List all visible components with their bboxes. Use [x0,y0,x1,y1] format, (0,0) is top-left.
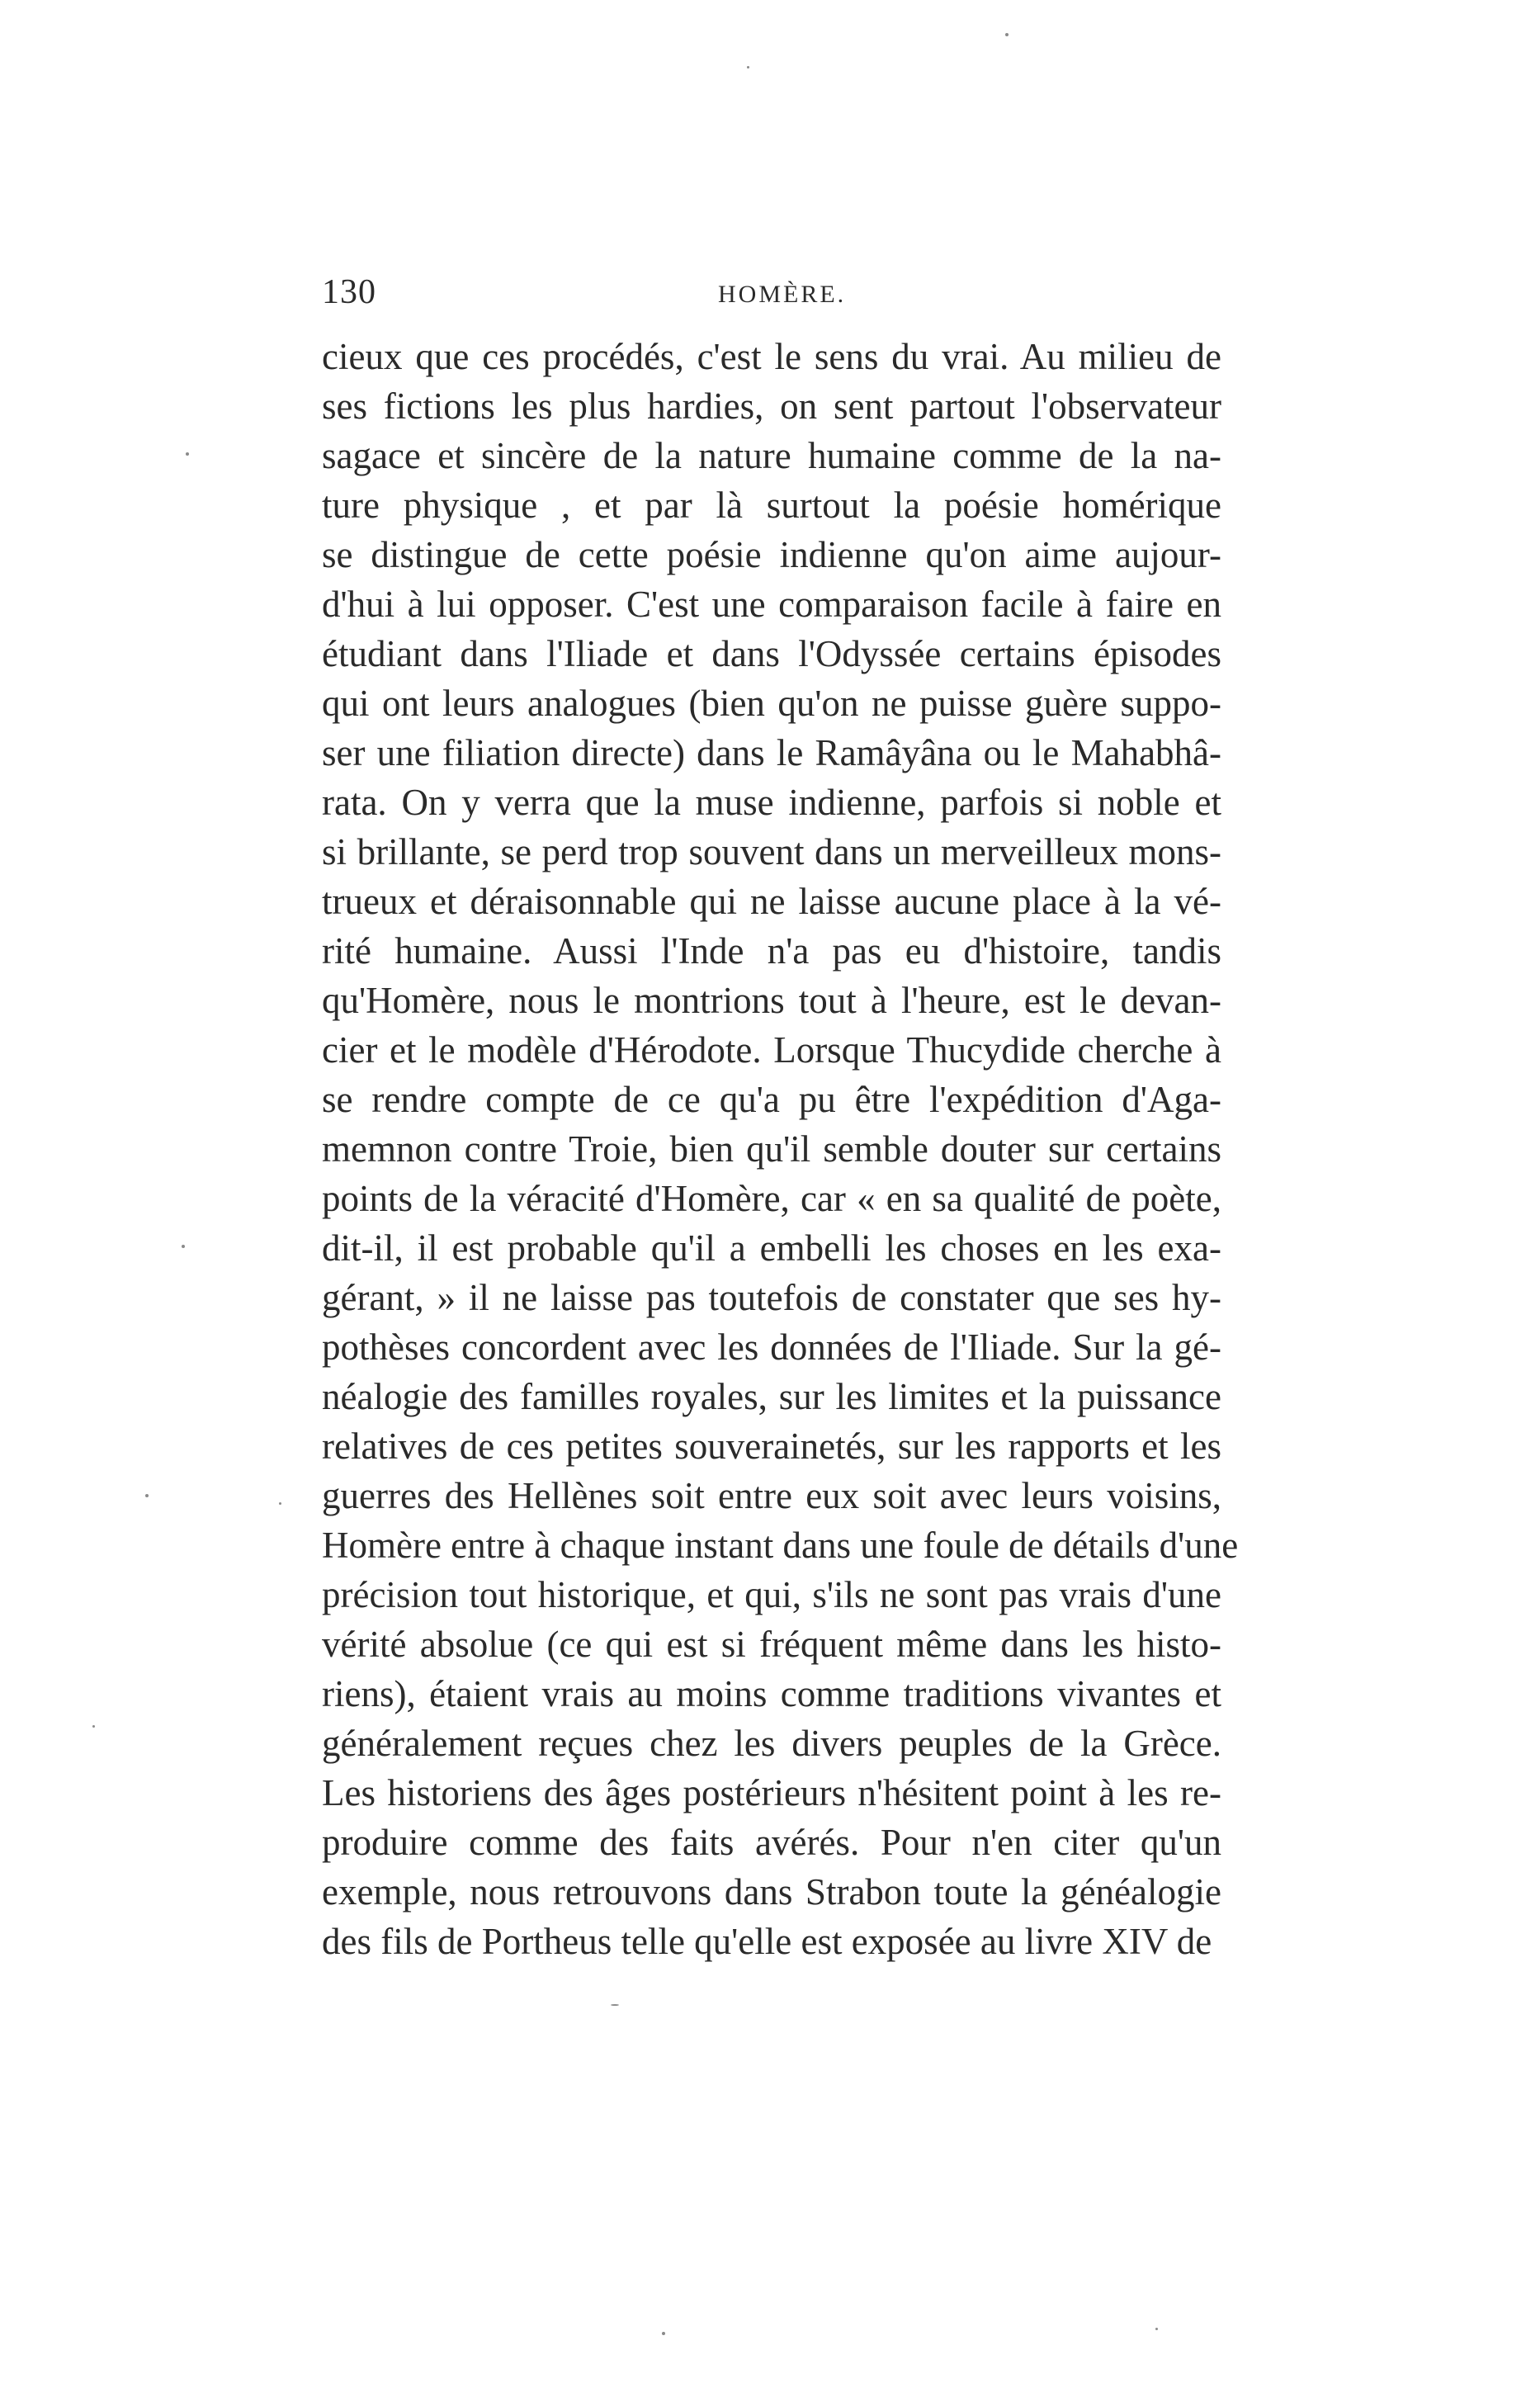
scan-speck [1155,2328,1158,2330]
text-line: si brillante, se perd trop souvent dans un merveilleux mons- [322,831,1221,872]
text-line: memnon contre Troie, bien qu'il semble douter sur certains [322,1128,1221,1170]
text-line: des fils de Portheus telle qu'elle est exposée au livre XIV de [322,1921,1212,1962]
text-line: rité humaine. Aussi l'Inde n'a pas eu d'histoire, tandis [322,930,1221,972]
text-line: Les historiens des âges postérieurs n'hésitent point à les re- [322,1772,1221,1813]
text-line: pothèses concordent avec les données de l'Iliade. Sur la gé- [322,1326,1221,1368]
text-line: exemple, nous retrouvons dans Strabon toute la généalogie [322,1871,1221,1913]
scan-speck [1005,33,1009,36]
text-line: cier et le modèle d'Hérodote. Lorsque Thucydide cherche à [322,1029,1221,1071]
text-line: précision tout historique, et qui, s'ils ne sont pas vrais d'une [322,1574,1221,1615]
text-line: guerres des Hellènes soit entre eux soit avec leurs voisins, [322,1475,1221,1516]
text-line: ture physique , et par là surtout la poésie homérique [322,485,1221,526]
text-line: rata. On y verra que la muse indienne, parfois si noble et [322,782,1221,823]
text-line: riens), étaient vrais au moins comme traditions vivantes et [322,1673,1221,1714]
text-line: cieux que ces procédés, c'est le sens du vrai. Au milieu de [322,336,1221,377]
scan-speck [662,2332,665,2335]
scan-speck [145,1494,149,1497]
text-line: dit-il, il est probable qu'il a embelli les choses en les exa- [322,1227,1221,1269]
text-line: néalogie des familles royales, sur les limites et la puissance [322,1376,1221,1417]
text-line: d'hui à lui opposer. C'est une comparaison facile à faire en [322,584,1221,625]
text-line: ses fictions les plus hardies, on sent partout l'observateur [322,385,1221,427]
running-head: HOMÈRE. [718,281,847,308]
scan-speck [747,66,749,69]
scan-speck [611,2004,619,2006]
text-line: se rendre compte de ce qu'a pu être l'expédition d'Aga- [322,1079,1221,1120]
text-line: étudiant dans l'Iliade et dans l'Odyssée certains épisodes [322,633,1221,674]
text-line: Homère entre à chaque instant dans une foule de détails d'une [322,1525,1239,1566]
text-line: trueux et déraisonnable qui ne laisse aucune place à la vé- [322,881,1221,922]
body-text [322,332,1239,1966]
text-line: produire comme des faits avérés. Pour n'en citer qu'un [322,1822,1221,1863]
text-line: sagace et sincère de la nature humaine comme de la na- [322,435,1221,476]
scan-speck [182,1245,185,1248]
scan-speck [279,1502,281,1505]
text-line: vérité absolue (ce qui est si fréquent même dans les histo- [322,1624,1221,1665]
text-line: qui ont leurs analogues (bien qu'on ne puisse guère suppo- [322,683,1221,724]
text-line: qu'Homère, nous le montrions tout à l'heure, est le devan- [322,980,1221,1021]
text-line: relatives de ces petites souverainetés, sur les rapports et les [322,1426,1221,1467]
scan-speck [186,452,189,456]
page-number: 130 [322,273,376,311]
text-line: généralement reçues chez les divers peuples de la Grèce. [322,1723,1221,1764]
text-line: points de la véracité d'Homère, car « en sa qualité de poète, [322,1178,1221,1219]
scan-speck [92,1725,95,1728]
text-line: ser une filiation directe) dans le Ramâyâna ou le Mahabhâ- [322,732,1221,773]
text-line: se distingue de cette poésie indienne qu'on aime aujour- [322,534,1221,575]
text-line: gérant, » il ne laisse pas toutefois de constater que ses hy- [322,1277,1221,1318]
page-header [322,272,1221,322]
